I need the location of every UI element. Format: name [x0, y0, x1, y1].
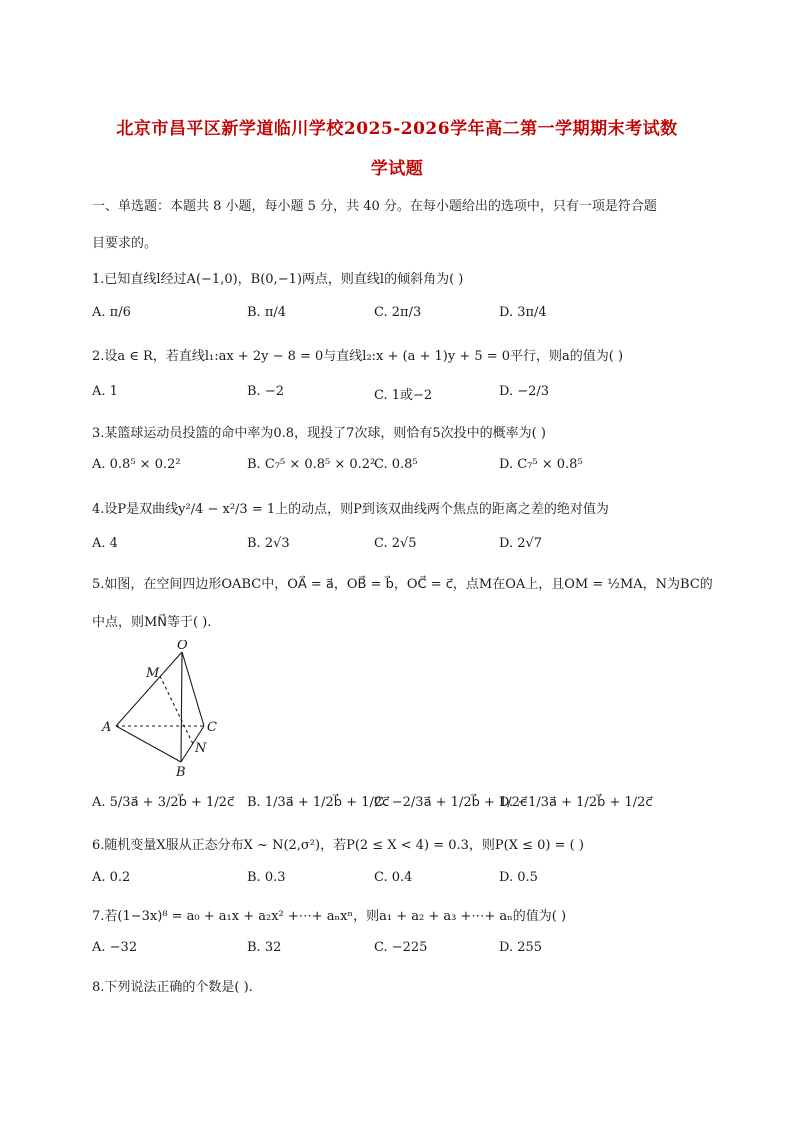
- question-3-option-d: D. C₇⁵ × 0.8⁵: [499, 457, 583, 472]
- question-2-option-a: A. 1: [92, 384, 118, 399]
- question-5-stem-line2: 中点，则MN⃗等于( ).: [92, 615, 212, 630]
- question-1-options: [92, 305, 712, 329]
- question-1-option-d: D. 3π/4: [499, 305, 547, 320]
- question-3-option-c: C. 0.8⁵: [374, 457, 418, 472]
- question-3-option-b: B. C₇⁵ × 0.8⁵ × 0.2²: [247, 457, 376, 472]
- question-7-option-a: A. −32: [92, 940, 138, 955]
- exam-title-line1: 北京市昌平区新学道临川学校2025-2026学年高二第一学期期末考试数: [116, 119, 678, 139]
- question-5-option-a: A. 5/3a⃗ + 3/2b⃗ + 1/2c⃗: [92, 795, 235, 810]
- question-1-option-b: B. π/4: [247, 305, 287, 320]
- tetrahedron-figure: [96, 640, 236, 780]
- vertex-label-m: M: [146, 666, 160, 681]
- exam-title-line2: 学试题: [370, 159, 424, 179]
- vertex-label-o: O: [177, 640, 188, 653]
- question-7-option-d: D. 255: [499, 940, 543, 955]
- question-5-stem: 5.如图，在空间四边形OABC中，OA⃗ = a⃗，OB⃗ = b⃗，OC⃗ = c⃗，点M在OA上，且OM = ½MA，N为BC的: [92, 577, 713, 592]
- question-2-options: [92, 384, 712, 408]
- edge-a-b: [116, 726, 181, 762]
- vertex-label-b: B: [176, 765, 186, 780]
- question-7-options: [92, 940, 712, 964]
- edge-o-a: [116, 652, 182, 726]
- question-1-option-c: C. 2π/3: [374, 305, 422, 320]
- vertex-label-n: N: [195, 741, 207, 756]
- question-2-stem: 2.设a ∈ R，若直线l₁:ax + 2y − 8 = 0与直线l₂:x + (a + 1)y + 5 = 0平行，则a的值为( ): [92, 349, 624, 364]
- vertex-label-c: C: [207, 720, 217, 735]
- question-3-options: [92, 457, 712, 481]
- question-8-stem: 8.下列说法正确的个数是( ).: [92, 980, 253, 995]
- question-6-option-d: D. 0.5: [499, 870, 538, 885]
- question-2-option-c: C. 1或−2: [374, 388, 433, 403]
- question-5-options: [92, 795, 712, 819]
- question-6-options: [92, 870, 712, 894]
- edge-o-c: [182, 652, 204, 726]
- question-2-option-d: D. −2/3: [499, 384, 550, 399]
- question-5-option-d: D. −1/3a⃗ + 1/2b⃗ + 1/2c⃗: [499, 795, 653, 810]
- question-5-option-c: C. −2/3a⃗ + 1/2b⃗ + 1/2c⃗: [374, 795, 528, 810]
- question-4-option-c: C. 2√5: [374, 536, 417, 551]
- vertex-label-a: A: [102, 720, 112, 735]
- question-4-options: [92, 536, 712, 560]
- question-1-option-a: A. π/6: [92, 305, 131, 320]
- question-6-option-b: B. 0.3: [247, 870, 286, 885]
- question-3-stem: 3.某篮球运动员投篮的命中率为0.8，现投了7次球，则恰有5次投中的概率为( ): [92, 426, 546, 441]
- section-instructions-line2: 目要求的。: [92, 236, 158, 251]
- question-6-option-a: A. 0.2: [92, 870, 131, 885]
- segment-m-n-dashed: [160, 676, 193, 744]
- question-2-option-b: B. −2: [247, 384, 284, 399]
- question-7-option-b: B. 32: [247, 940, 282, 955]
- question-7-option-c: C. −225: [374, 940, 428, 955]
- question-4-stem: 4.设P是双曲线y²/4 − x²/3 = 1上的动点，则P到该双曲线两个焦点的距离之差的绝对值为: [92, 502, 609, 517]
- question-4-option-a: A. 4: [92, 536, 118, 551]
- question-4-option-b: B. 2√3: [247, 536, 290, 551]
- question-7-stem: 7.若(1−3x)⁸ = a₀ + a₁x + a₂x² +⋯+ aₙxⁿ，则a₁ + a₂ + a₃ +⋯+ aₙ的值为( ): [92, 909, 567, 924]
- question-6-option-c: C. 0.4: [374, 870, 413, 885]
- question-5-option-b: B. 1/3a⃗ + 1/2b⃗ + 1/2c⃗: [247, 795, 390, 810]
- edge-o-b: [181, 652, 182, 762]
- question-1-stem: 1.已知直线l经过A(−1,0)，B(0,−1)两点，则直线l的倾斜角为( ): [92, 272, 464, 287]
- question-3-option-a: A. 0.8⁵ × 0.2²: [92, 457, 181, 472]
- section-instructions-line1: 一、单选题：本题共 8 小题，每小题 5 分，共 40 分。在每小题给出的选项中，只有一项是符合题: [92, 199, 657, 214]
- question-4-option-d: D. 2√7: [499, 536, 543, 551]
- question-6-stem: 6.随机变量X服从正态分布X ~ N(2,σ²)，若P(2 ≤ X < 4) = 0.3，则P(X ≤ 0) = ( ): [92, 838, 584, 853]
